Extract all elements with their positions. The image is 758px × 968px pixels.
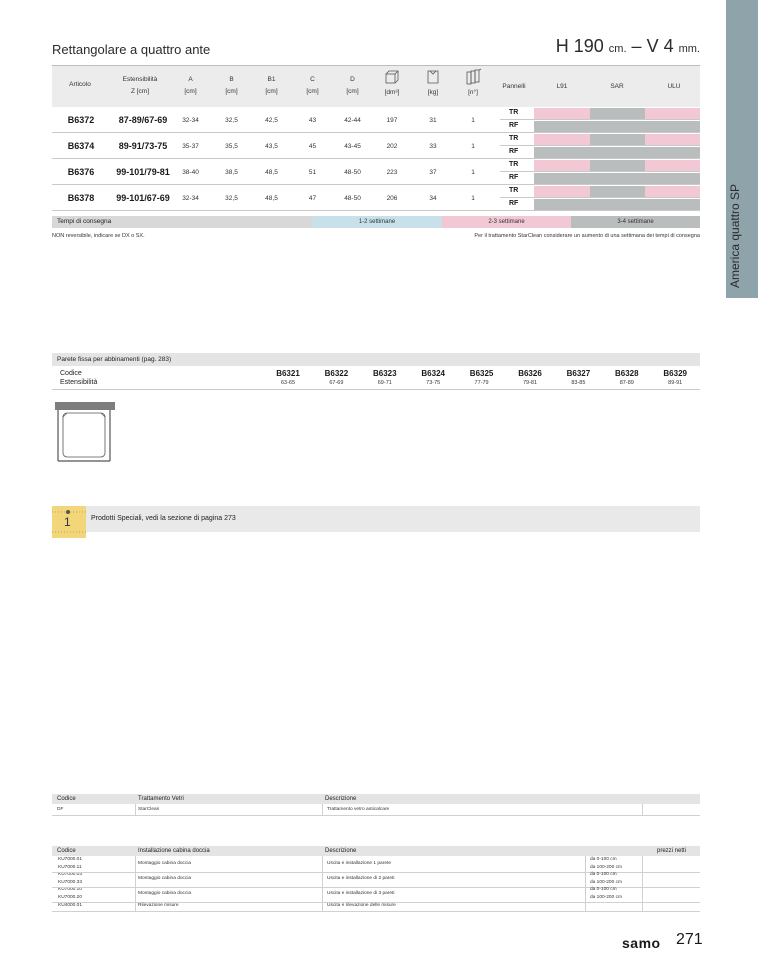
install-col-prezzi: prezzi netti — [657, 848, 687, 854]
install-description: Uscita e installazione di 3 pareti — [327, 891, 395, 897]
col-kg: [kg] — [427, 89, 439, 96]
panels-count-icon — [466, 68, 482, 85]
cell-b: 38,5 — [225, 169, 238, 176]
col-z: Z [cm] — [130, 88, 150, 95]
color-availability-block — [645, 173, 700, 184]
install-code: KU7000.11 — [58, 864, 82, 870]
fixed-wall-ext: 73-75 — [426, 380, 441, 386]
fixed-wall-ext: 77-79 — [474, 380, 489, 386]
panel-rf: RF — [509, 122, 519, 129]
install-description: Uscita e installazione di 2 pareti — [327, 876, 395, 882]
install-col-descrizione: Descrizione — [325, 848, 357, 854]
cell-b: 35,5 — [225, 143, 238, 150]
col-n: [n°] — [468, 89, 478, 96]
cell-b1: 48,5 — [265, 195, 278, 202]
cell-kg: 31 — [429, 117, 437, 124]
ruler-number: 1 — [64, 515, 71, 529]
color-availability-block — [534, 173, 590, 184]
install-col-codice: Codice — [57, 848, 76, 854]
fixed-wall-code: B6328 — [615, 369, 639, 378]
fixed-wall-divider — [52, 389, 700, 390]
ruler-icon — [52, 506, 86, 538]
fixed-wall-code: B6327 — [566, 369, 591, 378]
color-availability-block — [590, 173, 645, 184]
install-col-install: Installazione cabina doccia — [138, 848, 210, 854]
col-dm3: [dm³] — [384, 89, 400, 96]
color-availability-block — [590, 134, 645, 145]
glass-col-descrizione: Descrizione — [325, 796, 357, 802]
range-100-200: da 100-200 cm — [590, 879, 622, 885]
fixed-wall-code: B6329 — [663, 369, 687, 378]
color-availability-block — [590, 147, 645, 158]
fixed-wall-ext: 83-85 — [571, 380, 586, 386]
range-0-100: da 0-100 cm — [590, 857, 617, 862]
glass-col-codice: Codice — [57, 796, 76, 802]
install-vline — [322, 856, 323, 911]
note-reversible: NON reversibile, indicare se DX o SX. — [52, 233, 145, 239]
article-extensibility: 99-101/79-81 — [116, 167, 170, 177]
cell-kg: 34 — [429, 195, 437, 202]
side-tab: America quattro SP — [726, 0, 758, 298]
fixed-wall-ext: 79-81 — [522, 380, 538, 386]
color-availability-block — [645, 134, 700, 145]
special-products-text: Prodotti Speciali, vedi la sezione di pagina 273 — [91, 515, 236, 522]
fixed-wall-ext: 63-65 — [280, 380, 296, 386]
fixed-wall-header — [52, 353, 700, 366]
install-description: Uscita e rilevazione delle misure — [327, 902, 396, 908]
color-availability-block — [645, 186, 700, 197]
col-l91: L91 — [556, 83, 568, 90]
col-sar: SAR — [610, 83, 624, 90]
cell-d: 43-45 — [344, 143, 361, 150]
cell-a: 32-34 — [182, 117, 199, 124]
note-starclean: Per il trattamento StarClean considerare un aumento di una settimana dei tempi di consegna — [474, 233, 700, 239]
panel-tr: TR — [509, 161, 519, 168]
brand-logo: samo — [622, 935, 661, 951]
cell-b1: 43,5 — [265, 143, 278, 150]
height-unit: cm. — [608, 43, 627, 55]
color-availability-block — [534, 134, 590, 145]
article-extensibility: 87-89/67-69 — [118, 115, 168, 125]
col-b: B — [229, 76, 234, 83]
range-0-100: da 0-100 cm — [590, 872, 617, 878]
cell-c: 51 — [308, 169, 317, 176]
cell-dm3: 202 — [386, 143, 398, 150]
panel-rf: RF — [509, 174, 519, 181]
color-availability-block — [590, 160, 645, 171]
col-b-unit: [cm] — [225, 88, 238, 95]
install-code: KU7000.20 — [58, 895, 83, 900]
fixed-wall-code: B6322 — [324, 369, 349, 378]
delivery-2-3-weeks: 2-3 settimane — [442, 216, 571, 228]
article-code: B6376 — [67, 167, 95, 177]
install-code: KU7000.03 — [58, 872, 83, 878]
col-pannelli: Pannelli — [502, 83, 526, 90]
page-number: 271 — [676, 931, 703, 948]
cell-d: 48-50 — [344, 195, 361, 202]
glass-treatment: StarClean — [138, 807, 160, 812]
article-extensibility: 99-101/67-69 — [116, 193, 170, 203]
height-value: H 190 — [555, 36, 604, 56]
col-c: C — [310, 76, 315, 83]
row-divider — [52, 184, 700, 185]
range-100-200: da 100-200 cm — [590, 895, 622, 900]
col-b1: B1 — [267, 76, 276, 83]
cell-b: 32,5 — [225, 117, 238, 124]
col-estensibilita: Estensibilità — [122, 76, 158, 83]
cell-dm3: 197 — [386, 117, 398, 124]
cell-a: 38-40 — [182, 169, 199, 176]
install-vline — [135, 856, 136, 911]
delivery-1-2-weeks: 1-2 settimane — [312, 216, 442, 228]
fixed-wall-code: B6323 — [373, 369, 397, 378]
panel-divider — [500, 197, 700, 198]
cell-d: 48-50 — [344, 169, 361, 176]
panel-rf: RF — [509, 148, 519, 155]
glass-description: Trattamento vetro anticalcare — [327, 807, 390, 812]
panel-rf: RF — [509, 200, 519, 207]
install-vline — [585, 856, 586, 911]
page-title: Rettangolare a quattro ante — [52, 42, 211, 57]
dimensions-label — [556, 36, 700, 57]
fixed-wall-ext: 69-71 — [377, 380, 392, 386]
col-ulu: ULU — [667, 83, 681, 90]
cell-a: 32-34 — [182, 195, 199, 202]
install-description: Uscita e installazione 1 parete — [327, 861, 391, 866]
install-type: Rilevazione misure — [138, 902, 179, 908]
dash: – — [631, 36, 642, 56]
row-divider — [52, 210, 700, 211]
fixed-wall-code: B6321 — [276, 369, 300, 378]
color-availability-block — [590, 199, 645, 210]
fixed-wall-code: B6325 — [469, 369, 494, 378]
cell-n: 1 — [471, 117, 475, 124]
range-0-100: da 0-100 cm — [590, 887, 617, 893]
delivery-3-4-weeks: 3-4 settimane — [571, 216, 700, 228]
fixed-wall-ext: 87-89 — [619, 380, 634, 386]
install-type: Montaggio cabina doccia — [138, 876, 192, 882]
fixed-wall-code: B6326 — [518, 369, 542, 378]
delivery-bar — [52, 216, 700, 228]
main-table-header — [52, 65, 700, 107]
cell-a: 35-37 — [182, 143, 199, 150]
glass-table-bottom — [52, 815, 700, 816]
weight-package-icon — [426, 69, 440, 85]
install-table-bottom — [52, 911, 700, 912]
glass-unit: mm. — [678, 43, 700, 55]
cell-b1: 48,5 — [265, 169, 278, 176]
cell-n: 1 — [471, 195, 475, 202]
color-availability-block — [590, 108, 645, 119]
cell-kg: 33 — [429, 143, 437, 150]
panel-tr: TR — [509, 135, 519, 142]
panel-divider — [500, 119, 700, 120]
row-divider — [52, 132, 700, 133]
article-extensibility: 89-91/73-75 — [118, 141, 168, 151]
color-availability-block — [645, 199, 700, 210]
col-b1-unit: [cm] — [265, 88, 278, 95]
color-availability-block — [534, 108, 590, 119]
cell-n: 1 — [471, 169, 475, 176]
color-availability-block — [645, 160, 700, 171]
color-availability-block — [534, 160, 590, 171]
box-volume-icon — [385, 70, 399, 84]
shower-plan-icon — [55, 401, 115, 463]
fixed-wall-ext: 89-91 — [668, 380, 683, 386]
cell-c: 45 — [308, 143, 317, 150]
install-code: KU7000.10 — [58, 887, 83, 893]
glass-col-trattamento: Trattamento Vetri — [138, 796, 184, 802]
install-type: Montaggio cabina doccia — [138, 891, 192, 897]
install-table-header — [52, 846, 700, 856]
glass-vline-1 — [135, 804, 136, 815]
panel-tr: TR — [509, 109, 519, 116]
color-availability-block — [590, 121, 645, 132]
color-availability-block — [534, 121, 590, 132]
cell-n: 1 — [471, 143, 475, 150]
fixed-wall-title: Parete fissa per abbinamenti (pag. 283) — [57, 356, 172, 363]
range-100-200: da 100-200 cm — [590, 864, 622, 870]
fixed-wall-code: B6324 — [421, 369, 445, 378]
cell-kg: 37 — [429, 169, 437, 176]
article-code: B6378 — [67, 193, 95, 203]
col-a: A — [188, 76, 193, 83]
color-availability-block — [534, 186, 590, 197]
col-d-unit: [cm] — [346, 88, 359, 95]
install-type: Montaggio cabina doccia — [138, 861, 192, 866]
glass-vline-2 — [322, 804, 323, 815]
article-code: B6374 — [67, 141, 95, 151]
color-availability-block — [645, 147, 700, 158]
glass-code: DF — [57, 807, 64, 812]
special-products-bar — [52, 506, 700, 532]
col-a-unit: [cm] — [184, 88, 197, 95]
install-code: KU4000.01 — [58, 902, 83, 908]
fixed-wall-ext-label: Estensibilità — [60, 379, 98, 386]
col-articolo: Articolo — [69, 81, 91, 88]
cell-dm3: 206 — [386, 195, 398, 202]
cell-dm3: 223 — [386, 169, 398, 176]
col-d: D — [350, 76, 355, 83]
install-code: KU7000.33 — [58, 879, 83, 885]
panel-tr: TR — [509, 187, 519, 194]
glass-table-header — [52, 794, 700, 804]
cell-d: 42-44 — [344, 117, 361, 124]
cell-b1: 42,5 — [265, 117, 278, 124]
color-availability-block — [534, 199, 590, 210]
delivery-label: Tempi di consegna — [57, 218, 112, 225]
color-availability-block — [645, 108, 700, 119]
panel-divider — [500, 171, 700, 172]
cell-b: 32,5 — [225, 195, 238, 202]
color-availability-block — [645, 121, 700, 132]
cell-c: 43 — [308, 117, 317, 124]
install-vline — [642, 856, 643, 911]
row-divider — [52, 158, 700, 159]
glass-vline-3 — [642, 804, 643, 815]
panel-divider — [500, 145, 700, 146]
color-availability-block — [534, 147, 590, 158]
glass-value: V 4 — [646, 36, 674, 56]
article-code: B6372 — [67, 115, 95, 125]
color-availability-block — [590, 186, 645, 197]
col-c-unit: [cm] — [306, 88, 319, 95]
install-code: KU7000.01 — [58, 857, 83, 862]
cell-c: 47 — [308, 195, 317, 202]
fixed-wall-codice-label: Codice — [60, 370, 82, 377]
fixed-wall-ext: 67-69 — [329, 380, 344, 386]
